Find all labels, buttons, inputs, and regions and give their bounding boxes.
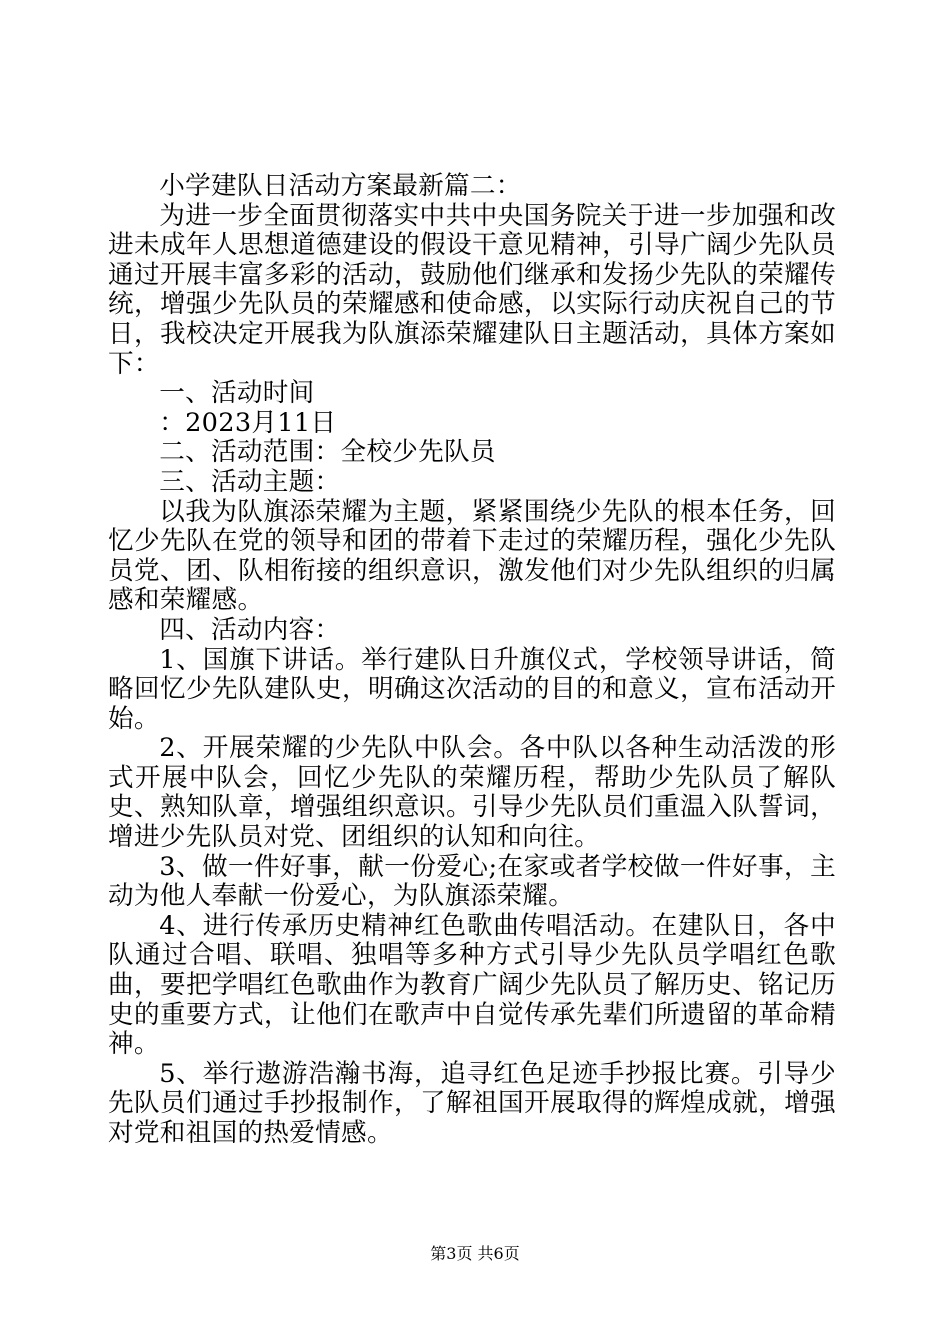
activity-date: ：2023月11日 bbox=[159, 407, 337, 438]
theme-paragraph: 以我为队旗添荣耀为主题，紧紧围绕少先队的根本任务，回忆少先队在党的领导和团的带着下走过的荣耀历程，强化少先队员党、团、队相衔接的组织意识，激发他们对少先队组织的归属感和荣耀感。 bbox=[108, 496, 836, 616]
content-item-3: 3、做一件好事，献一份爱心;在家或者学校做一件好事，主动为他人奉献一份爱心，为队旗添荣耀。 bbox=[108, 851, 836, 912]
section-heading: 小学建队日活动方案最新篇二： bbox=[159, 171, 522, 201]
heading-activity-content: 四、活动内容： bbox=[159, 614, 341, 645]
heading-activity-scope: 二、活动范围：全校少先队员 bbox=[159, 437, 496, 468]
content-item-2: 2、开展荣耀的少先队中队会。各中队以各种生动活泼的形式开展中队会，回忆少先队的荣耀历程，帮助少先队员了解队史、熟知队章，增强组织意识。引导少先队员们重温入队誓词，增进少先队员对党、团组织的认知和向往。 bbox=[108, 733, 836, 853]
heading-activity-time: 一、活动时间 bbox=[159, 378, 315, 409]
content-item-4: 4、进行传承历史精神红色歌曲传唱活动。在建队日，各中队通过合唱、联唱、独唱等多种方式引导少先队员学唱红色歌曲，要把学唱红色歌曲作为教育广阔少先队员了解历史、铭记历史的重要方式，让他们在歌声中自觉传承先辈们所遗留的革命精神。 bbox=[108, 910, 836, 1060]
heading-activity-theme: 三、活动主题： bbox=[159, 466, 341, 497]
intro-paragraph: 为进一步全面贯彻落实中共中央国务院关于进一步加强和改进未成年人思想道德建设的假设干意见精神，引导广阔少先队员通过开展丰富多彩的活动，鼓励他们继承和发扬少先队的荣耀传统，增强少先队员的荣耀感和使命感，以实际行动庆祝自己的节日，我校决定开展我为队旗添荣耀建队日主题活动，具体方案如下： bbox=[108, 200, 836, 379]
content-item-5: 5、举行遨游浩瀚书海，追寻红色足迹手抄报比赛。引导少先队员们通过手抄报制作，了解祖国开展取得的辉煌成就，增强对党和祖国的热爱情感。 bbox=[108, 1058, 836, 1148]
page-number: 第3页 共6页 bbox=[430, 1244, 520, 1263]
document-body bbox=[108, 172, 836, 1149]
content-item-1: 1、国旗下讲话。举行建队日升旗仪式，学校领导讲话，简略回忆少先队建队史，明确这次活动的目的和意义，宣布活动开始。 bbox=[108, 644, 836, 734]
